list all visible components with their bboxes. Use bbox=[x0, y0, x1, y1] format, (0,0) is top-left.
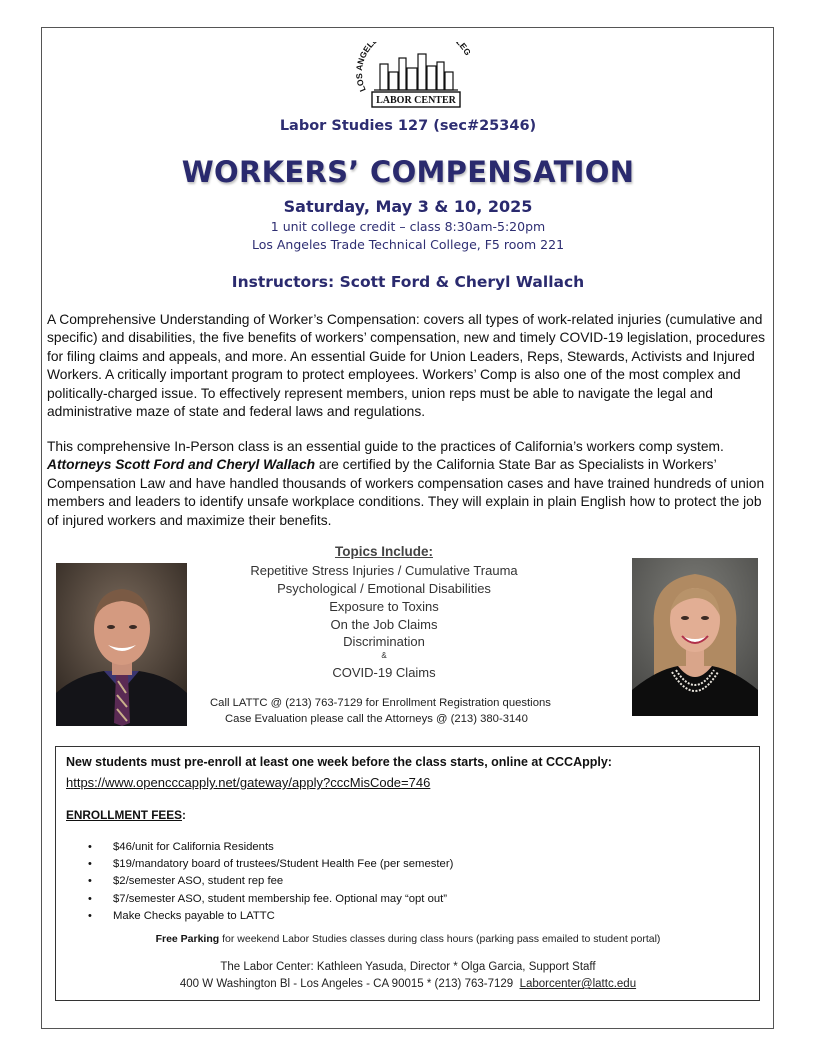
enrollment-fees-colon: : bbox=[182, 808, 186, 822]
footer-address: 400 W Washington Bl - Los Angeles - CA 90015 * (213) 763-7129 bbox=[179, 978, 514, 990]
fee-item: • Make Checks payable to LATTC bbox=[88, 908, 453, 925]
fees-list bbox=[88, 839, 453, 925]
class-paragraph bbox=[47, 438, 772, 530]
class-paragraph-rest: are certified by the California State Bar as Specialists in Workers’ Compensation Law and have handled thousands of workers compensation cases and have trained hundreds of union members and leaders to identify unsafe workplace conditions. They will explain in plain English how to protect the job of injured workers and maximize their benefits. bbox=[47, 457, 765, 528]
class-dates: Saturday, May 3 & 10, 2025 bbox=[283, 197, 533, 216]
logo-banner-text: LABOR CENTER bbox=[376, 95, 456, 106]
topic-item: On the Job Claims bbox=[330, 617, 438, 632]
credit-line: 1 unit college credit – class 8:30am-5:20pm bbox=[270, 219, 546, 234]
enrollment-fees-heading-text: ENROLLMENT FEES bbox=[66, 808, 183, 822]
parking-bold: Free Parking bbox=[155, 933, 220, 945]
labor-center-logo bbox=[352, 42, 470, 114]
case-evaluation-line: Case Evaluation please call the Attorneys @ (213) 380-3140 bbox=[225, 713, 528, 725]
footer-email-link[interactable]: Laborcenter@lattc.edu bbox=[519, 978, 637, 990]
page-title: WORKERS’ COMPENSATION bbox=[181, 155, 635, 189]
fee-item: • $19/mandatory board of trustees/Student Health Fee (per semester) bbox=[88, 856, 453, 873]
logo-arc-text: LOS ANGEL LE bbox=[353, 42, 470, 94]
pre-enroll-notice: New students must pre-enroll at least one week before the class starts, online at CCCApply: bbox=[66, 755, 612, 769]
fee-item: • $2/semester ASO, student rep fee bbox=[88, 873, 453, 890]
fee-item: • $46/unit for California Residents bbox=[88, 839, 453, 856]
topics-heading: Topics Include: bbox=[334, 544, 433, 559]
scott-ford-photo bbox=[56, 563, 187, 726]
enrollment-fees-heading bbox=[66, 808, 186, 822]
topic-ampersand: & bbox=[381, 651, 387, 660]
course-code: Labor Studies 127 (sec#25346) bbox=[279, 118, 537, 134]
fee-item: • $7/semester ASO, student membership fee. Optional may “opt out” bbox=[88, 891, 453, 908]
topic-item: Exposure to Toxins bbox=[329, 599, 439, 614]
footer-staff-line: The Labor Center: Kathleen Yasuda, Director * Olga Garcia, Support Staff bbox=[220, 961, 596, 973]
cccapply-link[interactable]: https://www.opencccapply.net/gateway/apply?cccMisCode=746 bbox=[66, 775, 431, 790]
parking-rest: for weekend Labor Studies classes during class hours (parking pass emailed to student portal) bbox=[219, 933, 661, 945]
topic-item: Repetitive Stress Injuries / Cumulative Trauma bbox=[250, 563, 518, 578]
location-line: Los Angeles Trade Technical College, F5 room 221 bbox=[251, 237, 565, 252]
instructors-line: Instructors: Scott Ford & Cheryl Wallach bbox=[231, 273, 585, 291]
class-paragraph-lead: This comprehensive In-Person class is an essential guide to the practices of California’s workers comp system. bbox=[47, 439, 724, 454]
enrollment-call-line: Call LATTC @ (213) 763-7129 for Enrollment Registration questions bbox=[210, 697, 551, 709]
topic-item: Psychological / Emotional Disabilities bbox=[277, 581, 491, 596]
parking-notice bbox=[0, 933, 816, 945]
topic-item: Discrimination bbox=[343, 634, 425, 649]
footer-address-line bbox=[0, 978, 816, 990]
attorneys-name: Attorneys Scott Ford and Cheryl Wallach bbox=[47, 457, 316, 473]
topic-item: COVID-19 Claims bbox=[332, 665, 436, 680]
cheryl-wallach-photo bbox=[632, 558, 758, 716]
description-paragraph: A Comprehensive Understanding of Worker’s Compensation: covers all types of work-related injuries (cumulative and specific) and disabilities, the five benefits of workers’ compensation, new and timely COVID-19 legislation, procedures for filing claims and appeals, and more. An essential Guide for Union Leaders, Reps, Stewards, Activists and Injured Workers. A critically important program to protect employees. Workers’ Comp is also one of the most complex and politically-charged issue. To effectively represent members, union reps must be able to navigate the legal and administrative maze of state and federal laws and regulations. bbox=[47, 312, 766, 420]
